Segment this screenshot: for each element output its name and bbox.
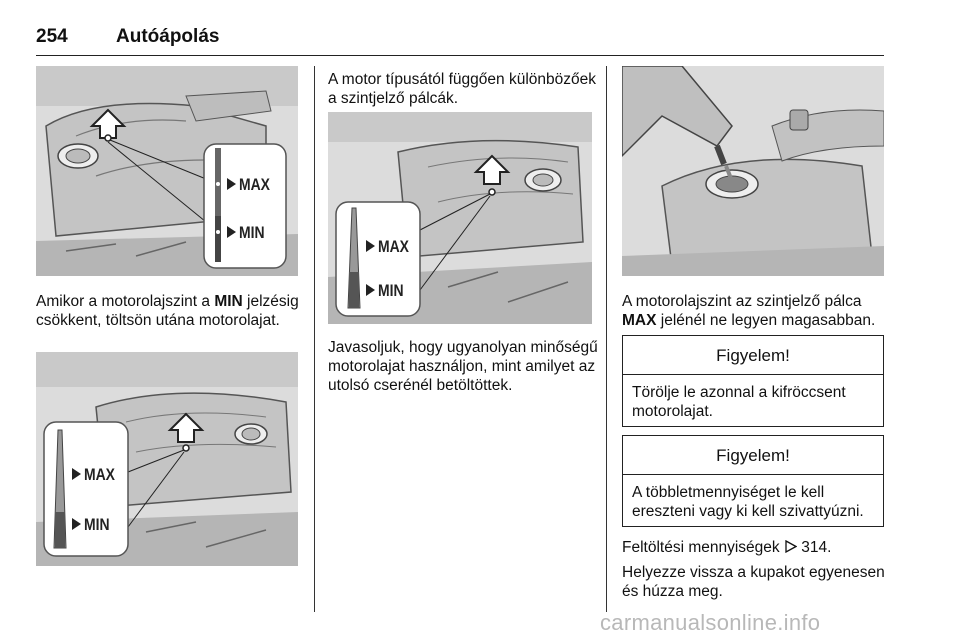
max-mark-text: MAX [622, 312, 657, 329]
page-number: 254 [36, 26, 68, 47]
caution-notice-wipe-oil [622, 335, 884, 427]
dipstick-min-label: MIN [84, 515, 110, 534]
notice-body: A többletmennyiséget le kell ereszteni vagy ki kell szivattyúzni. [632, 484, 864, 520]
column-divider-1 [314, 66, 315, 612]
dipstick-max-label: MAX [378, 237, 409, 256]
engine-dipstick-illustration-2 [36, 352, 298, 566]
notice-body: Törölje le azonnal a kifröccsent motorolajat. [632, 384, 846, 420]
max-level-paragraph: A motorolajszint az szintjelző pálca MAX jelénél ne legyen magasabban. [622, 293, 876, 329]
dipstick-max-label: MAX [84, 465, 115, 484]
column-divider-2 [606, 66, 607, 612]
notice-title: Figyelem! [623, 436, 883, 475]
dipstick-type-intro: A motor típusától függően különbözőek a szintjelző pálcák. [328, 71, 596, 107]
watermark-text: carmanualsonline.info [600, 610, 821, 635]
oil-pouring-illustration [622, 66, 884, 276]
capacity-reference: Feltöltési mennyiségek 314. [622, 539, 832, 556]
page-ref-arrow-icon [784, 539, 797, 552]
engine-dipstick-illustration-1 [36, 66, 298, 276]
oil-quality-paragraph: Javasoljuk, hogy ugyanolyan minőségű motorolajat használjon, mint amilyet az utolsó cserénél betöltöttek. [328, 339, 598, 394]
dipstick-min-label: MIN [239, 223, 265, 242]
caution-notice-excess-oil [622, 435, 884, 527]
min-mark-text: MIN [214, 293, 243, 310]
dipstick-min-label: MIN [378, 281, 404, 300]
cap-instruction: Helyezze vissza a kupakot egyenesen és húzza meg. [622, 564, 885, 600]
page-header [36, 16, 884, 56]
page-ref-link[interactable]: 314. [801, 539, 832, 556]
section-title: Autóápolás [116, 26, 220, 47]
notice-title: Figyelem! [623, 336, 883, 375]
min-level-paragraph: Amikor a motorolajszint a MIN jelzésig csökkent, töltsön utána motorolajat. [36, 293, 299, 329]
engine-dipstick-illustration-3 [328, 112, 592, 324]
dipstick-max-label: MAX [239, 175, 270, 194]
